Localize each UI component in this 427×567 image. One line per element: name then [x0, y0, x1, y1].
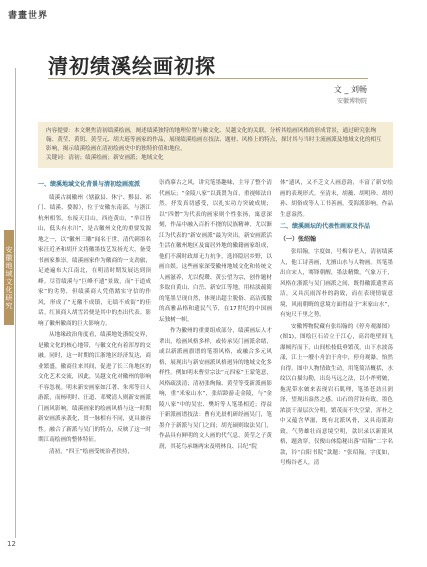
body-paragraph: 张绍翰，字度如，号梅谷老人，清初绩溪人，他工诗善画，尤擅山水与人物画。其笔墨出自宋人，骞锋朝醒，墨法精微，气象万千，风格在浙派与吴门画派之间，既得徽派遗世高洁，又具沉雨浑朴的韵致，而在表现情寰意境，风雨朝晦的意境方面得益于“米家山水”，有宛尺千里之势。	[280, 249, 393, 318]
body-paragraph: 绩溪古属徽州（辖歙县、休宁、黟县、祁门、绩溪、婺源），位于安徽东南部，与浙江杭州相邻，东接天目山，西连黄山，“举目皆山，低头有水川”，是古徽州文化的重要发源地之一，以“徽州三雕”闻名于世，清代刺墨名家汪近圣和胡开文将徽墨技艺发扬光大，备受书画家推崇。绩溪画家作为徽商的一支劲旅，足迹遍布大江南北，在明清时期发展达到顶峰。尽管绩溪与“巨峰不遗”景致，而“于道成家”的劣势，但绩溪商人凭借踏实守信的作风，形成了“无徽不成镇，无绩不成街”的佳话。红顶商人胡雪岩便是其中的杰出代表。影响了徽州徽商的巨大影响力。	[38, 194, 151, 327]
column-1	[38, 178, 151, 533]
column-2	[159, 178, 272, 533]
author-affiliation: 安徽博物院	[336, 98, 367, 105]
article-body	[38, 178, 393, 533]
body-paragraph: 从地缘政治角度看，绩溪地处浙皖交界，是徽文化的核心地带，与徽文化有着浑厚的交融。同时，这一时期的江浙地区经济发达，商业繁盛，徽商往来其间，促进了长三角地区的文化艺术交流，因此，吴越文化对徽州的影响不容忽视。明末新安画家如江著、朱邦等日人游派，而杨明时、汪道、邓鹭清人则新安画派门画风影响。绩溪画家的绘画风格与这一时期新安画派承袭化，贯一脉相有不同，更具兼容性。融合了新派与吴门的特点，反映了这一时期江南绘画的整体特征。	[38, 332, 151, 443]
section-heading: 一、绩溪地域文化背景与清初绘画流派	[38, 181, 141, 188]
body-paragraph: 崇尚摹古之风，讲究笔墨趣味，主导了整个清代画坛；“金陵八家”以龚贤为首，重视师法自然，抒发真切感受，以扎实功力突破成规；以“四僧”为代表的画家则个性张扬，寓意深刻，作品中融入百折不挠的民族精神，尤以渐江为代表的“新安画派”最为突出。新安画派活生活在徽州地区及寓居外地的徽籍画家组成，他们不满时政却无力抗争，选择隐居乡野，以画自娱。这些画家深受徽州地域文化和传统文人画滋养，尤以倪瓒、黄公望为宗，创作题材多取自黄山、白岳、新安江等地，用枯淡疏简的笔墨呈现自然，体现出超尘脱俗、高洁孤傲的高雅品格和遗民气节，在17世纪的中国画坛独树一帜。	[159, 180, 272, 323]
column-3	[280, 178, 393, 533]
abstract-box	[38, 122, 393, 168]
article-author: 文 _ 刘畅	[333, 85, 367, 94]
title-divider	[48, 78, 368, 79]
abstract-keywords: 关键词：清初；绩溪绘画；新安画派；地域文化	[46, 155, 164, 161]
section-side-tab: 安徽地域文化研究	[4, 230, 14, 325]
article-title: 清初绩溪绘画初探	[48, 54, 216, 78]
body-paragraph: 体”遗风，又不乏文人画意韵，丰富了新安绘画的表现形式。至清末，胡蘅、胡明珍、胡纫孙、胡俗成等人工书善画，受海派影响，作品生意盎然。	[280, 180, 393, 218]
body-paragraph: 清初，“四王”绘画受统治者扶持，	[49, 448, 134, 455]
page-number: 12	[7, 540, 16, 548]
body-paragraph: 安徽博物院藏有张绍翰的《停舟观瀑图》(图1)，图绘巨石岩立于江心，高岩绝壁间飞瀑倾泻而下，山间松枝低垂繁茂，山下水波荡漾，江上一艘小舟泊于舟中，停舟观瀑，怡然自得。图中人物情致生动，用笔简洁概括，水纹以白描勾勒，出岛马远之法，以小斧劈皴，拖泥带水皴来表现岩石肌理，笔墨苍劲且润泽，望现出盎然之感。山石的营设有致，墨色浓淡干湿层次分明，繁茂而不失空蒙，浑朴之中又蕴含华滋，既有北派风骨，又具南派韵致，气势雄壮而意境空明，款识录以新派风格，题劲穿，仅俊山体隐秘出落“绍翰”二字名款，钤“白阳书院”款题：“张绍翰，字度如，号梅谷老人，清	[280, 323, 393, 466]
subsection-heading: （一）张绍翰	[280, 235, 317, 243]
body-paragraph: 作为徽州的重要组成部分，绩溪画坛人才辈出，绘画风格多样，或传承吴门画派余绪，或以新派画旗谱的笔墨风格，或融合多元风格，展现出与新安画派风格迥异的地域文化多样性。例如明末曹堂宗法“元四家”王蒙笔意，风格疏淡清；清初张绚翰、黄莹等受新派画影响，重“米家山水”，张绍龄游走金陵，与“金陵八家”中的吴宏、樊圻等人笔墨相近；得益于新派画谱技法：曹有光晨机研经画吴门，笔墨介于新派与吴门之间；胡光硕则取法吴门，作品具有鲜明的文人画的代气息。黄莹之子黄润，其花鸟承继两宋及明林良、吕纪“院	[159, 328, 272, 450]
abstract-summary: 内容提要：本文聚焦清初绩溪绘画，阐述绩溪独特的地理位置与徽文化、吴越文化的关联，分析其绘画风格的形成背景，通过研究张绚翰、黄莹、黄钥、黄莹元、胡大琏等画家的作品，展现绩溪绘画在技法、题材、风格上的特点，探讨其与当时主流画派及地域文化的相互影响，揭示绩溪绘画在清初绘画史中的独特价值和地位。	[46, 128, 382, 152]
section-heading: 二、绩溪画坛的代表性画家及作品	[280, 223, 371, 230]
magazine-masthead: 書畫世界	[8, 11, 49, 21]
side-rule	[15, 68, 16, 538]
